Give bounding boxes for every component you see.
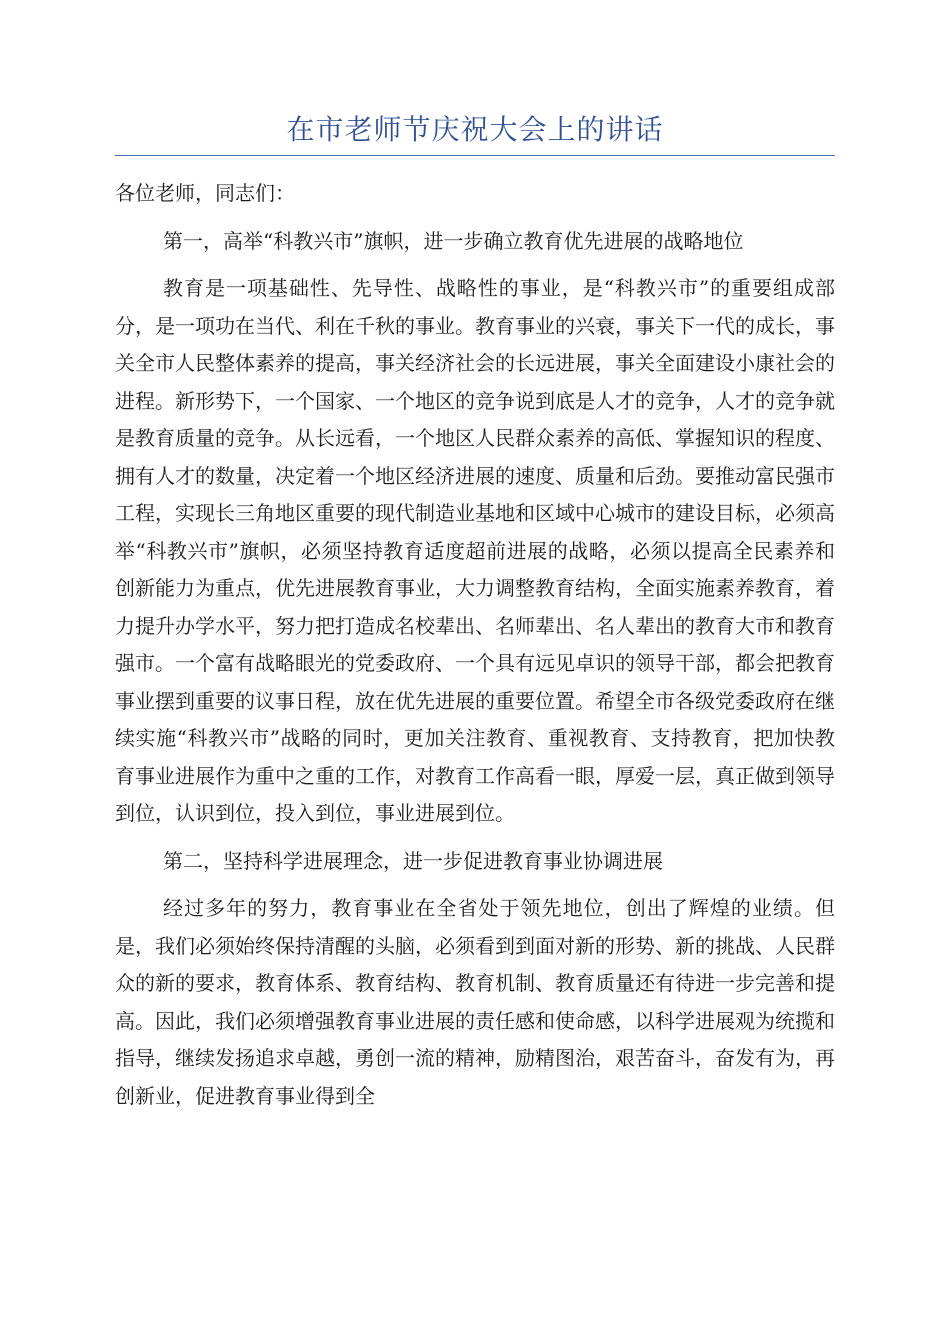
title-underline bbox=[115, 155, 835, 156]
section-1-heading: 第一，高举“科教兴市”旗帜，进一步确立教育优先进展的战略地位 bbox=[163, 228, 744, 253]
section-2-paragraph: 经过多年的努力，教育事业在全省处于领先地位，创出了辉煌的业绩。但是，我们必须始终保持清醒的头脑，必须看到到面对新的形势、新的挑战、人民群众的新的要求，教育体系、教育结构、教育机制、教育质量还有待进一步完善和提高。因此，我们必须增强教育事业进展的责任感和使命感，以科学进展观为统揽和指导，继续发扬追求卓越，勇创一流的精神，励精图治，艰苦奋斗，奋发有为，再创新业，促进教育事业得到全 bbox=[115, 896, 835, 1108]
section-2-heading: 第二，坚持科学进展理念，进一步促进教育事业协调进展 bbox=[163, 848, 663, 873]
section-1-paragraph: 教育是一项基础性、先导性、战略性的事业，是“科教兴市”的重要组成部分，是一项功在当代、利在千秋的事业。教育事业的兴衰，事关下一代的成长，事关全市人民整体素养的提高，事关经济社会的长远进展，事关全面建设小康社会的进程。新形势下，一个国家、一个地区的竞争说到底是人才的竞争，人才的竞争就是教育质量的竞争。从长远看，一个地区人民群众素养的高低、掌握知识的程度、拥有人才的数量，决定着一个地区经济进展的速度、质量和后劲。要推动富民强市工程，实现长三角地区重要的现代制造业基地和区域中心城市的建设目标，必须高举“科教兴市”旗帜，必须坚持教育适度超前进展的战略，必须以提高全民素养和创新能力为重点，优先进展教育事业，大力调整教育结构，全面实施素养教育，着力提升办学水平，努力把打造成名校辈出、名师辈出、名人辈出的教育大市和教育强市。一个富有战略眼光的党委政府、一个具有远见卓识的领导干部，都会把教育事业摆到重要的议事日程，放在优先进展的重要位置。希望全市各级党委政府在继续实施“科教兴市”战略的同时，更加关注教育、重视教育、支持教育，把加快教育事业进展作为重中之重的工作，对教育工作高看一眼，厚爱一层，真正做到领导到位，认识到位，投入到位，事业进展到位。 bbox=[115, 276, 835, 825]
salutation: 各位老师，同志们： bbox=[115, 181, 295, 205]
document-title: 在市老师节庆祝大会上的讲话 bbox=[286, 113, 664, 146]
document-body bbox=[115, 175, 835, 1125]
